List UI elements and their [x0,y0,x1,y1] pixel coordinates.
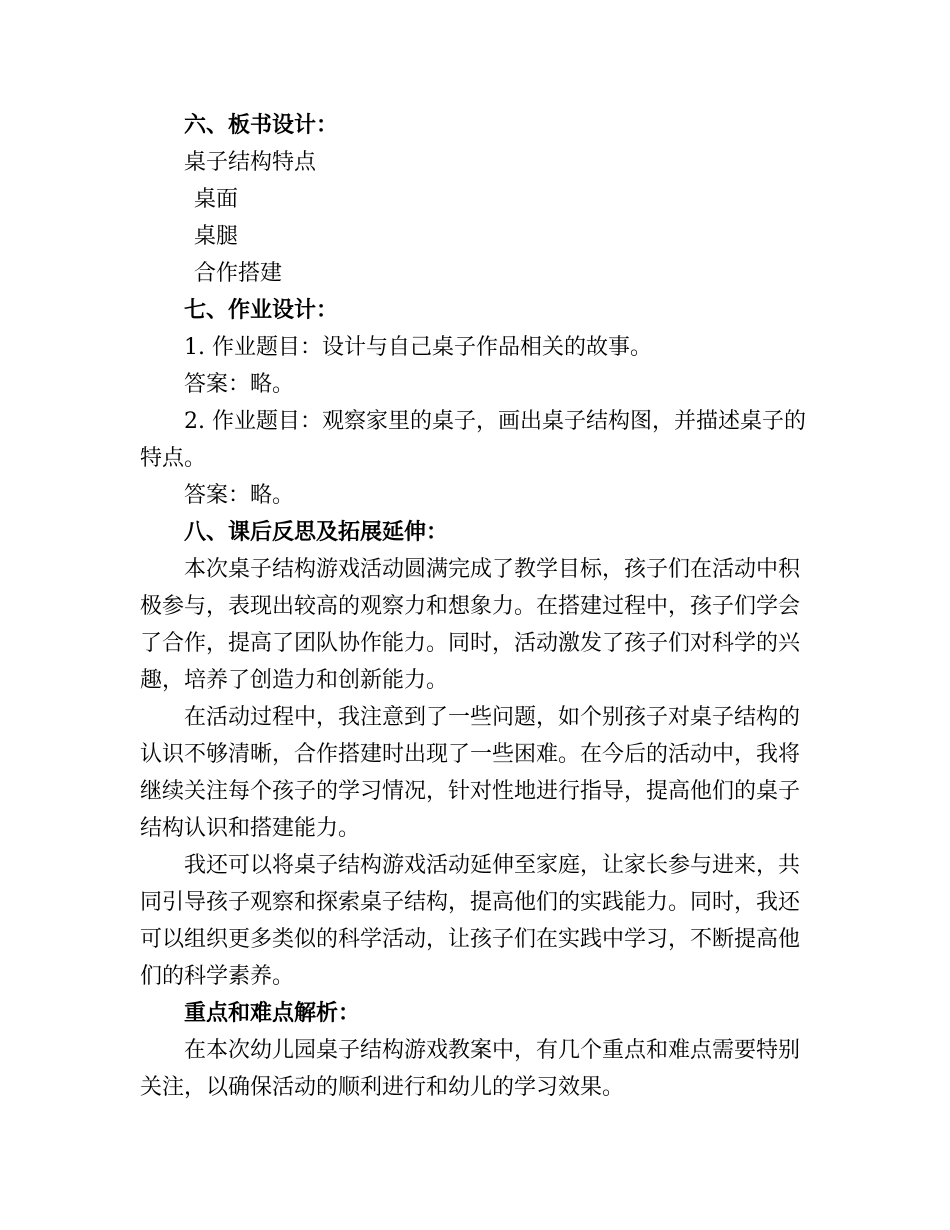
homework-2-question-line-1: 2. 作业题目：观察家里的桌子，画出桌子结构图，并描述桌子的 [184,409,806,434]
reflection-p2-line: 在活动过程中，我注意到了一些问题，如个别孩子对桌子结构的 [184,705,801,730]
reflection-p2-line: 继续关注每个孩子的学习情况，针对性地进行指导，提高他们的桌子 [140,779,801,804]
section-heading-homework: 七、作业设计： [184,298,339,323]
reflection-p1-line: 了合作，提高了团队协作能力。同时，活动激发了孩子们对科学的兴 [140,631,801,656]
section-heading-reflection: 八、课后反思及拓展延伸： [184,520,449,545]
section-heading-board-design: 六、板书设计： [184,113,339,138]
reflection-p2-line: 认识不够清晰，合作搭建时出现了一些困难。在今后的活动中，我将 [140,742,801,767]
section-heading-key-points: 重点和难点解析： [184,1001,361,1026]
homework-2-question-line-2: 特点。 [140,446,207,471]
reflection-p3-line: 们的科学素养。 [140,964,295,989]
homework-2-answer: 答案：略。 [184,483,295,508]
reflection-p1-line: 本次桌子结构游戏活动圆满完成了教学目标，孩子们在活动中积 [184,557,801,582]
board-item-table-legs: 桌腿 [194,224,239,249]
reflection-p1-line: 极参与，表现出较高的观察力和想象力。在搭建过程中，孩子们学会 [140,594,801,619]
board-item-title: 桌子结构特点 [184,150,317,175]
reflection-p1-line: 趣，培养了创造力和创新能力。 [140,668,449,693]
key-points-line: 在本次幼儿园桌子结构游戏教案中，有几个重点和难点需要特别 [184,1038,801,1063]
board-item-tabletop: 桌面 [194,187,239,212]
reflection-p3-line: 可以组织更多类似的科学活动，让孩子们在实践中学习，不断提高他 [140,927,801,952]
reflection-p2-line: 结构认识和搭建能力。 [140,816,361,841]
reflection-p3-line: 我还可以将桌子结构游戏活动延伸至家庭，让家长参与进来，共 [184,853,801,878]
homework-1-answer: 答案：略。 [184,372,295,397]
board-item-cooperative-building: 合作搭建 [194,261,283,286]
key-points-line: 关注，以确保活动的顺利进行和幼儿的学习效果。 [140,1075,625,1100]
reflection-p3-line: 同引导孩子观察和探索桌子结构，提高他们的实践能力。同时，我还 [140,890,801,915]
homework-1-question: 1. 作业题目：设计与自己桌子作品相关的故事。 [184,335,652,360]
